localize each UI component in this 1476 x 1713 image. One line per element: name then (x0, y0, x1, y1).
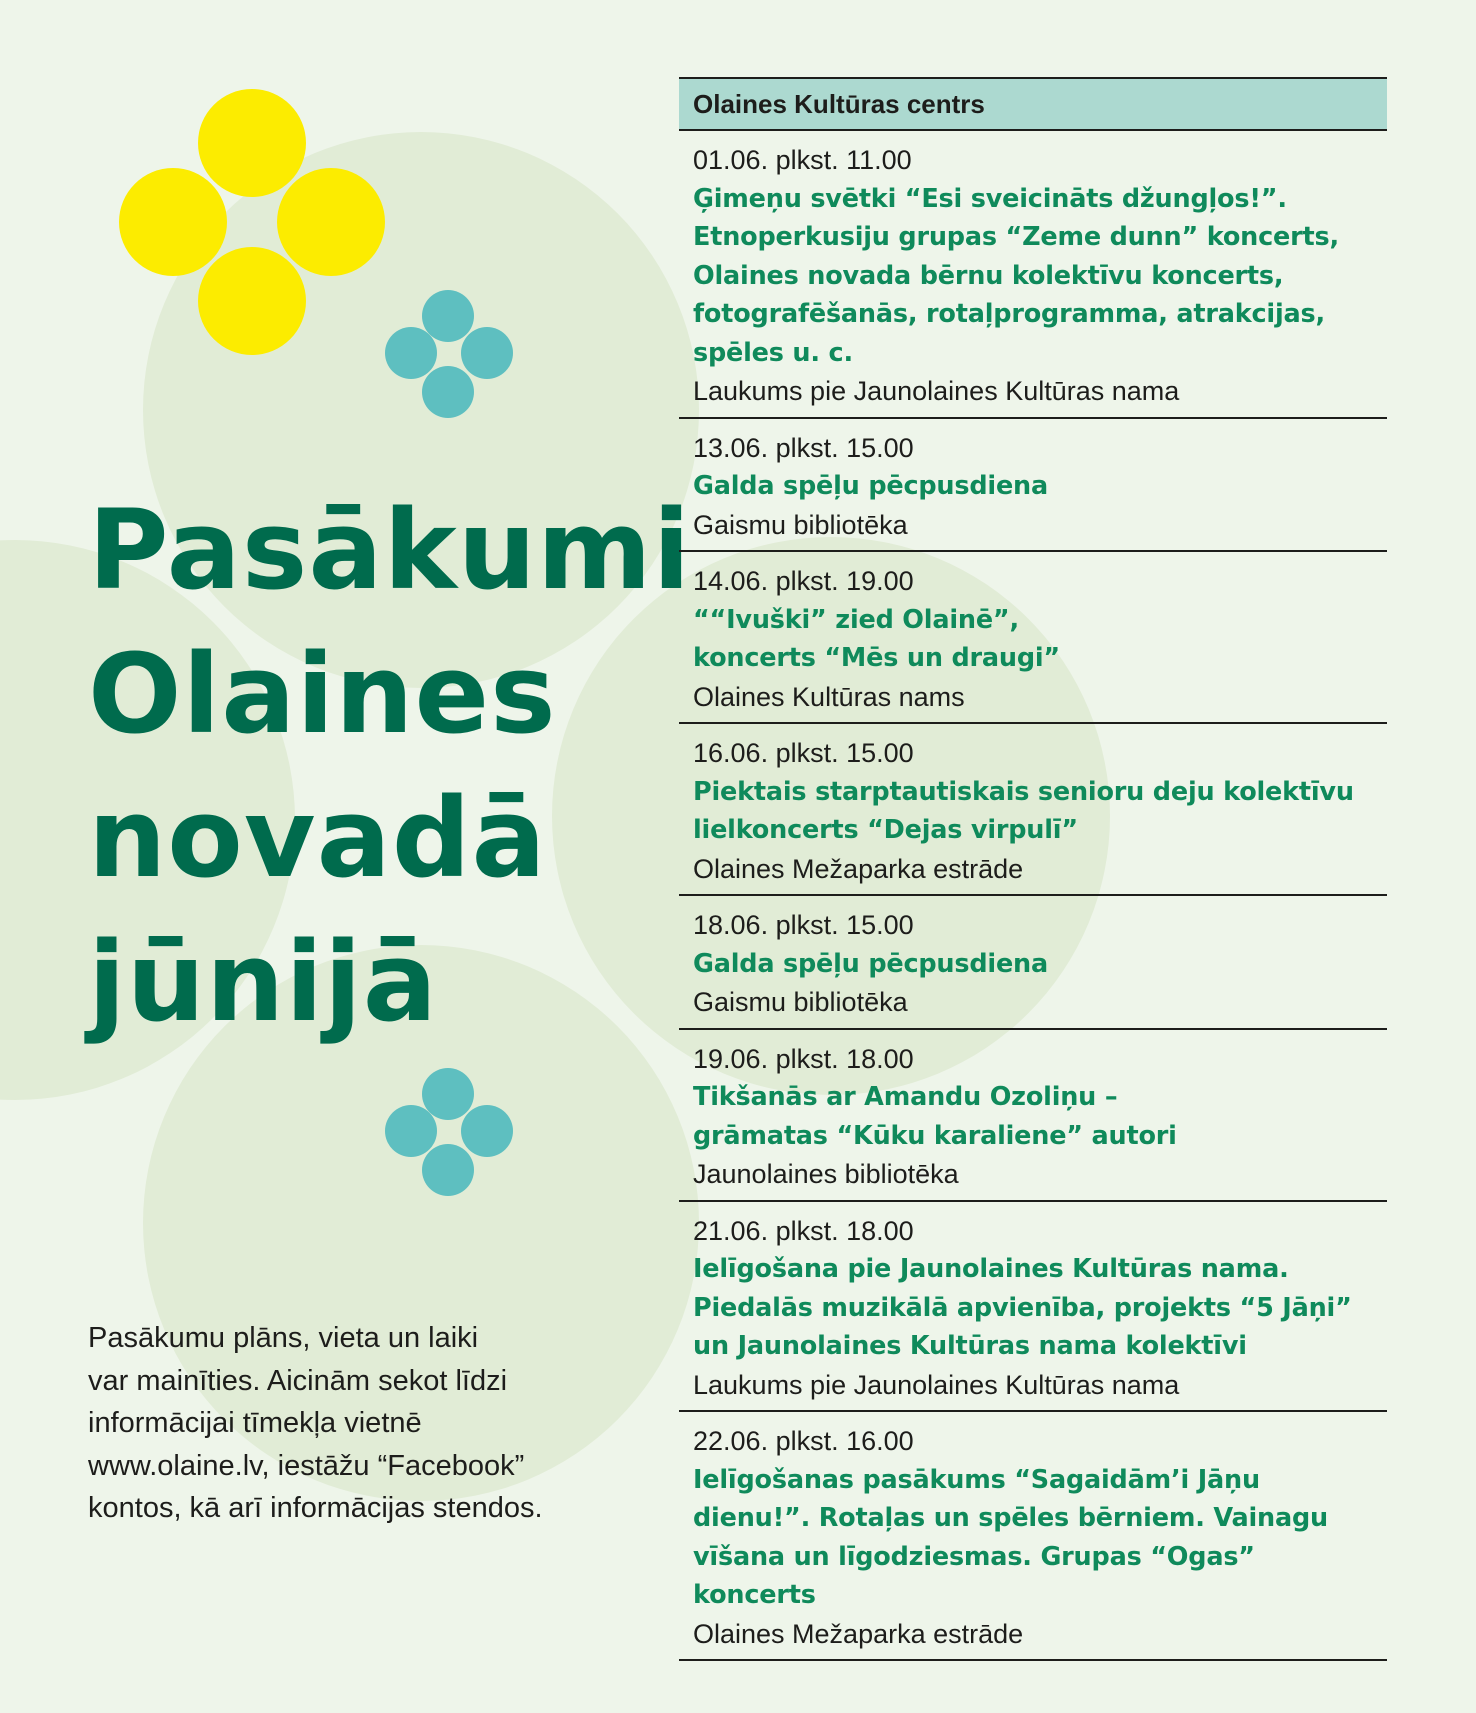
event-time: 18.06. plkst. 15.00 (693, 910, 914, 940)
event-title (693, 180, 1387, 373)
event-row (679, 1412, 1387, 1661)
table-header: Olaines Kultūras centrs (679, 77, 1387, 131)
event-title-line: Olaines novada bērnu kolektīvu koncerts, (693, 260, 1284, 291)
event-place: Laukums pie Jaunolaines Kultūras nama (693, 376, 1180, 406)
event-title-line: fotografēšanās, rotaļprogramma, atrakcijas, (693, 299, 1325, 329)
event-title-line: lielkoncerts “Dejas virpulī” (693, 815, 1078, 845)
event-title-line: un Jaunolaines Kultūras nama kolektīvi (693, 1331, 1247, 1361)
event-title-line: dienu!”. Rotaļas un spēles bērniem. Vainagu (693, 1503, 1329, 1533)
event-time: 13.06. plkst. 15.00 (693, 432, 914, 463)
event-place: Olaines Mežaparka estrāde (693, 1618, 1024, 1649)
event-time: 21.06. plkst. 18.00 (693, 1215, 914, 1246)
event-title-line: Piektais starptautiskais senioru deju kolektīvu (693, 776, 1354, 807)
event-place: Olaines Mežaparka estrāde (693, 853, 1024, 884)
event-title (693, 945, 1387, 984)
event-title (693, 1078, 1387, 1155)
event-row (679, 552, 1387, 724)
event-title-line: grāmatas “Kūku karaliene” autori (693, 1120, 1177, 1151)
event-title-line: Ģimeņu svētki “Esi sveicināts džungļos!”. (693, 183, 1287, 214)
event-place: Olaines Kultūras nams (693, 681, 965, 712)
event-time: 16.06. plkst. 15.00 (693, 738, 914, 768)
event-title-line: koncerts “Mēs un draugi” (693, 643, 1060, 673)
event-place: Gaismu bibliotēka (693, 509, 908, 540)
event-title-line: vīšana un līgodziesmas. Grupas “Ogas” (693, 1541, 1255, 1572)
event-title-line: spēles u. c. (693, 337, 853, 368)
event-row (679, 896, 1387, 1030)
event-title (693, 601, 1387, 678)
event-row (679, 724, 1387, 896)
event-row (679, 1030, 1387, 1202)
note-line: www.olaine.lv, iestāžu “Facebook” (88, 1449, 525, 1482)
event-title-line: Etnoperkusiju grupas “Zeme dunn” koncerts, (693, 222, 1339, 252)
event-time: 22.06. plkst. 16.00 (693, 1426, 914, 1456)
event-row (679, 419, 1387, 553)
note-line: Pasākumu plāns, vieta un laiki (88, 1322, 479, 1354)
event-time: 14.06. plkst. 19.00 (693, 566, 914, 596)
event-title (693, 1250, 1387, 1366)
event-time: 19.06. plkst. 18.00 (693, 1043, 914, 1074)
event-title-line: Galda spēļu pēcpusdiena (693, 948, 1049, 979)
event-place: Laukums pie Jaunolaines Kultūras nama (693, 1369, 1180, 1400)
event-title (693, 467, 1387, 506)
title-line: novadā (88, 774, 547, 902)
event-row (679, 1202, 1387, 1413)
event-title-line: Ielīgošanas pasākums “Sagaidām’i Jāņu (693, 1464, 1260, 1495)
event-title (693, 1461, 1387, 1615)
event-title-line: koncerts (693, 1580, 816, 1610)
event-title-line: ““Ivuški” zied Olainē”, (693, 604, 1019, 635)
event-title (693, 773, 1387, 850)
event-row (679, 131, 1387, 419)
event-title-line: Ielīgošana pie Jaunolaines Kultūras nama. (693, 1254, 1289, 1284)
event-title-line: Galda spēļu pēcpusdiena (693, 471, 1049, 501)
events-list (679, 131, 1387, 1661)
disclaimer-note (88, 1317, 608, 1530)
event-title-line: Tikšanās ar Amandu Ozoliņu – (693, 1082, 1118, 1112)
title-line: Olaines (88, 630, 557, 758)
event-time: 01.06. plkst. 11.00 (693, 145, 912, 175)
title-line: Pasākumi (88, 486, 692, 614)
events-table (679, 77, 1387, 1661)
event-title-line: Piedalās muzikālā apvienība, projekts “5 Jāņi” (693, 1292, 1352, 1323)
note-line: informācijai tīmekļa vietnē (88, 1407, 422, 1439)
page-title (88, 478, 691, 1054)
title-line: jūnijā (88, 918, 438, 1046)
event-place: Jaunolaines bibliotēka (693, 1159, 959, 1189)
event-place: Gaismu bibliotēka (693, 987, 908, 1017)
note-line: kontos, kā arī informācijas stendos. (88, 1492, 543, 1524)
note-line: var mainīties. Aicinām sekot līdzi (88, 1364, 508, 1397)
